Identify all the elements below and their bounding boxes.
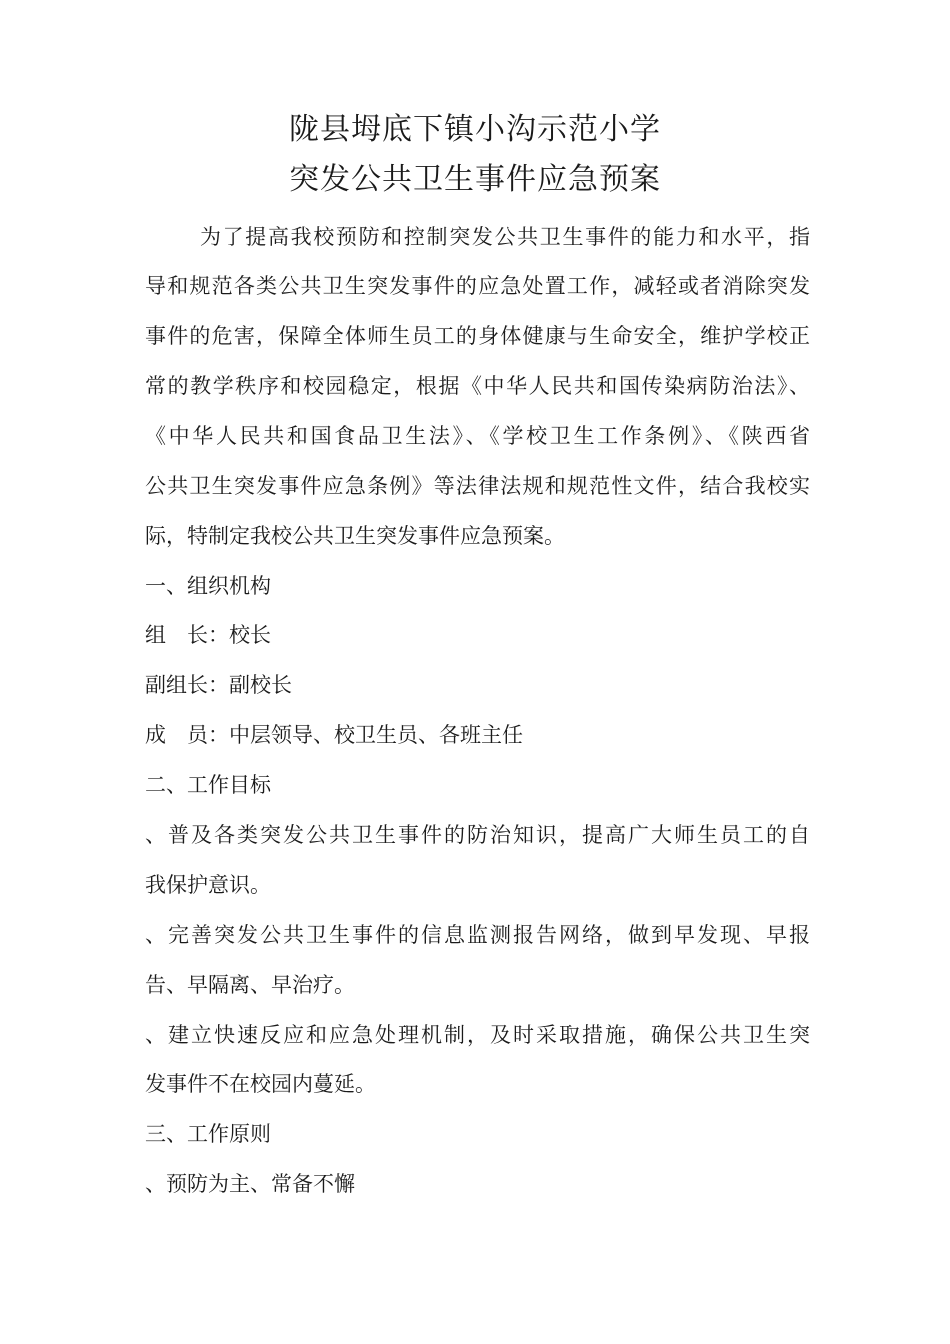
goal-item-3-line-1: 、建立快速反应和应急处理机制，及时采取措施，确保公共卫生突 xyxy=(145,1023,810,1047)
goal-item-1-line-2: 我保护意识。 xyxy=(145,873,271,897)
document-title-line-2: 突发公共卫生事件应急预案 xyxy=(289,162,661,197)
goal-item-2-line-1: 、完善突发公共卫生事件的信息监测报告网络，做到早发现、早报 xyxy=(145,923,810,947)
goal-item-1-line-1: 、普及各类突发公共卫生事件的防治知识，提高广大师生员工的自 xyxy=(145,823,810,847)
intro-line-7: 际，特制定我校公共卫生突发事件应急预案。 xyxy=(145,524,565,548)
org-members: 成 员：中层领导、校卫生员、各班主任 xyxy=(145,723,523,747)
section-heading-goals: 二、工作目标 xyxy=(145,773,271,797)
intro-line-4: 常的教学秩序和校园稳定，根据《中华人民共和国传染病防治法》、 xyxy=(145,374,810,398)
intro-line-5: 《中华人民共和国食品卫生法》、《学校卫生工作条例》、《陕西省 xyxy=(145,424,810,448)
org-leader: 组 长：校长 xyxy=(145,623,271,647)
org-deputy-leader: 副组长：副校长 xyxy=(145,673,292,697)
intro-line-1: 为了提高我校预防和控制突发公共卫生事件的能力和水平，指 xyxy=(200,225,810,249)
document-title-line-1: 陇县坶底下镇小沟示范小学 xyxy=(289,112,661,147)
intro-line-6: 公共卫生突发事件应急条例》等法律法规和规范性文件，结合我校实 xyxy=(145,474,810,498)
intro-line-3: 事件的危害，保障全体师生员工的身体健康与生命安全，维护学校正 xyxy=(145,324,810,348)
goal-item-2-line-2: 告、早隔离、早治疗。 xyxy=(145,973,355,997)
principle-item-1: 、预防为主、常备不懈 xyxy=(145,1172,355,1196)
intro-line-2: 导和规范各类公共卫生突发事件的应急处置工作，减轻或者消除突发 xyxy=(145,274,810,298)
goal-item-3-line-2: 发事件不在校园内蔓延。 xyxy=(145,1072,376,1096)
section-heading-organization: 一、组织机构 xyxy=(145,574,271,598)
section-heading-principles: 三、工作原则 xyxy=(145,1122,271,1146)
